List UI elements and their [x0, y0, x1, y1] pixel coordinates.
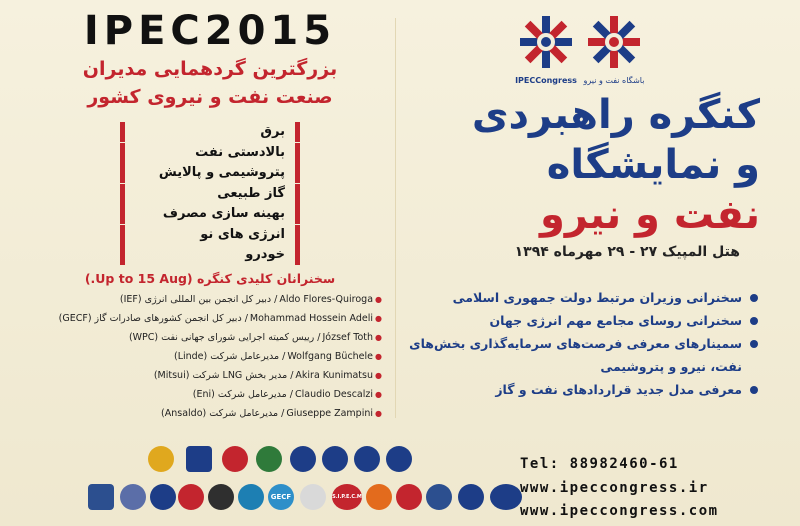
speaker-name: József Toth — [322, 332, 374, 343]
logo-caption: IPECCongress — [515, 76, 577, 85]
speaker-item — [20, 328, 382, 347]
speaker-name: Wolfgang Büchele — [287, 351, 374, 362]
website-com-link[interactable]: www.ipeccongress.com — [520, 503, 719, 519]
sponsor-lightning-icon — [222, 446, 248, 472]
speaker-role: / مدیرعامل شرکت (Eni) — [192, 389, 293, 400]
feature-item: سمینارهای معرفی فرصت‌های سرمایه‌گذاری بخش‌های نفت، نیرو و پتروشیمی — [388, 332, 758, 378]
sector-item: گاز طبیعی — [120, 184, 300, 204]
ipec-star-logo-icon — [519, 12, 573, 72]
sponsor-bars-icon — [300, 484, 326, 510]
sponsor-sipecm-icon: S.I.P.E.C.M — [332, 484, 362, 510]
sector-item: برق — [120, 122, 300, 142]
sponsor-emblem-icon — [256, 446, 282, 472]
sector-item: بهینه سازی مصرف — [120, 204, 300, 224]
speaker-item — [20, 347, 382, 366]
speaker-role: / دبیر کل انجمن کشورهای صادرات گاز (GECF) — [58, 313, 248, 324]
sponsor-refinery-icon — [178, 484, 204, 510]
speaker-name: Giuseppe Zampini — [286, 408, 374, 419]
main-title-line-3: نفت و نیرو — [540, 192, 760, 238]
speaker-name: Mohammad Hossein Adeli — [249, 313, 374, 324]
sponsor-flame-icon — [386, 446, 412, 472]
bullet-icon: ● — [375, 333, 382, 342]
subtitle-line-1: بزرگترین گردهمایی مدیران — [82, 58, 338, 80]
sponsor-wing-icon — [366, 484, 392, 510]
feature-item: سخنرانی وزیران مرتبط دولت جمهوری اسلامی — [388, 286, 758, 309]
congress-logo — [515, 12, 645, 92]
sponsor-flame-icon — [322, 446, 348, 472]
sponsor-gear-icon — [426, 484, 452, 510]
bullet-icon: ● — [375, 409, 382, 418]
sponsor-flame-icon — [290, 446, 316, 472]
speaker-name: Aldo Flores-Quiroga — [279, 294, 374, 305]
sponsor-university-icon — [208, 484, 234, 510]
speaker-item — [20, 309, 382, 328]
sponsor-tower-icon — [186, 446, 212, 472]
feature-item: معرفی مدل جدید قراردادهای نفت و گاز — [388, 378, 758, 401]
bullet-icon: ● — [375, 314, 382, 323]
feature-list — [388, 286, 758, 401]
bullet-icon: ● — [375, 295, 382, 304]
sector-item: خودرو — [120, 245, 300, 265]
sponsor-oval-icon — [458, 484, 484, 510]
speaker-role: / مدیر بخش LNG شرکت (Mitsui) — [153, 370, 294, 381]
logo-caption-fa: باشگاه نفت و نیرو — [583, 76, 645, 85]
speaker-list — [20, 290, 382, 423]
bullet-icon: ● — [375, 352, 382, 361]
sponsor-diamond-icon — [396, 484, 422, 510]
speaker-item — [20, 366, 382, 385]
sector-item: پتروشیمی و پالایش — [120, 163, 300, 183]
sponsor-seal-icon — [120, 484, 146, 510]
ipec-title: IPEC2015 — [83, 8, 337, 54]
speakers-heading: سخنرانان کلیدی کنگره (Up to 15 Aug.) — [84, 271, 336, 286]
feature-item: سخنرانی روسای مجامع مهم انرژی جهان — [388, 309, 758, 332]
sector-item: بالادستی نفت — [120, 143, 300, 163]
speaker-role: / رییس کمیته اجرایی شورای جهانی نفت (WPC) — [128, 332, 321, 343]
subtitle-line-2: صنعت نفت و نیروی کشور — [87, 86, 333, 108]
main-title-line-2: و نمایشگاه — [546, 142, 760, 188]
website-ir-link[interactable]: www.ipeccongress.ir — [520, 480, 709, 496]
speaker-role: / مدیرعامل شرکت (Ansaldo) — [161, 408, 285, 419]
sponsor-flame-icon — [354, 446, 380, 472]
sponsor-gecf-icon: GECF — [268, 484, 294, 510]
speaker-name: Akira Kunimatsu — [295, 370, 374, 381]
club-star-logo-icon — [587, 12, 641, 72]
sponsor-sun-icon — [148, 446, 174, 472]
sponsor-script-icon — [490, 484, 522, 510]
speaker-item — [20, 404, 382, 423]
sponsor-shield-icon — [88, 484, 114, 510]
speaker-name: Claudio Descalzi — [294, 389, 374, 400]
bullet-icon: ● — [375, 371, 382, 380]
sponsor-drop-icon — [150, 484, 176, 510]
sector-item: انرژی های نو — [120, 225, 300, 245]
speaker-item — [20, 290, 382, 309]
sponsor-globe-icon — [238, 484, 264, 510]
sector-list — [120, 122, 300, 266]
venue-date: هتل المپیک ۲۷ - ۲۹ مهرماه ۱۳۹۴ — [514, 244, 740, 260]
speaker-item — [20, 385, 382, 404]
bullet-icon: ● — [375, 390, 382, 399]
main-title-line-1: کنگره راهبردی — [471, 92, 760, 138]
contact-phone: Tel: 88982460-61 — [520, 456, 679, 472]
speaker-role: / مدیرعامل شرکت (Linde) — [173, 351, 286, 362]
speaker-role: / دبیر کل انجمن بین المللی انرژی (IEF) — [119, 294, 278, 305]
sponsor-logos — [78, 444, 528, 524]
